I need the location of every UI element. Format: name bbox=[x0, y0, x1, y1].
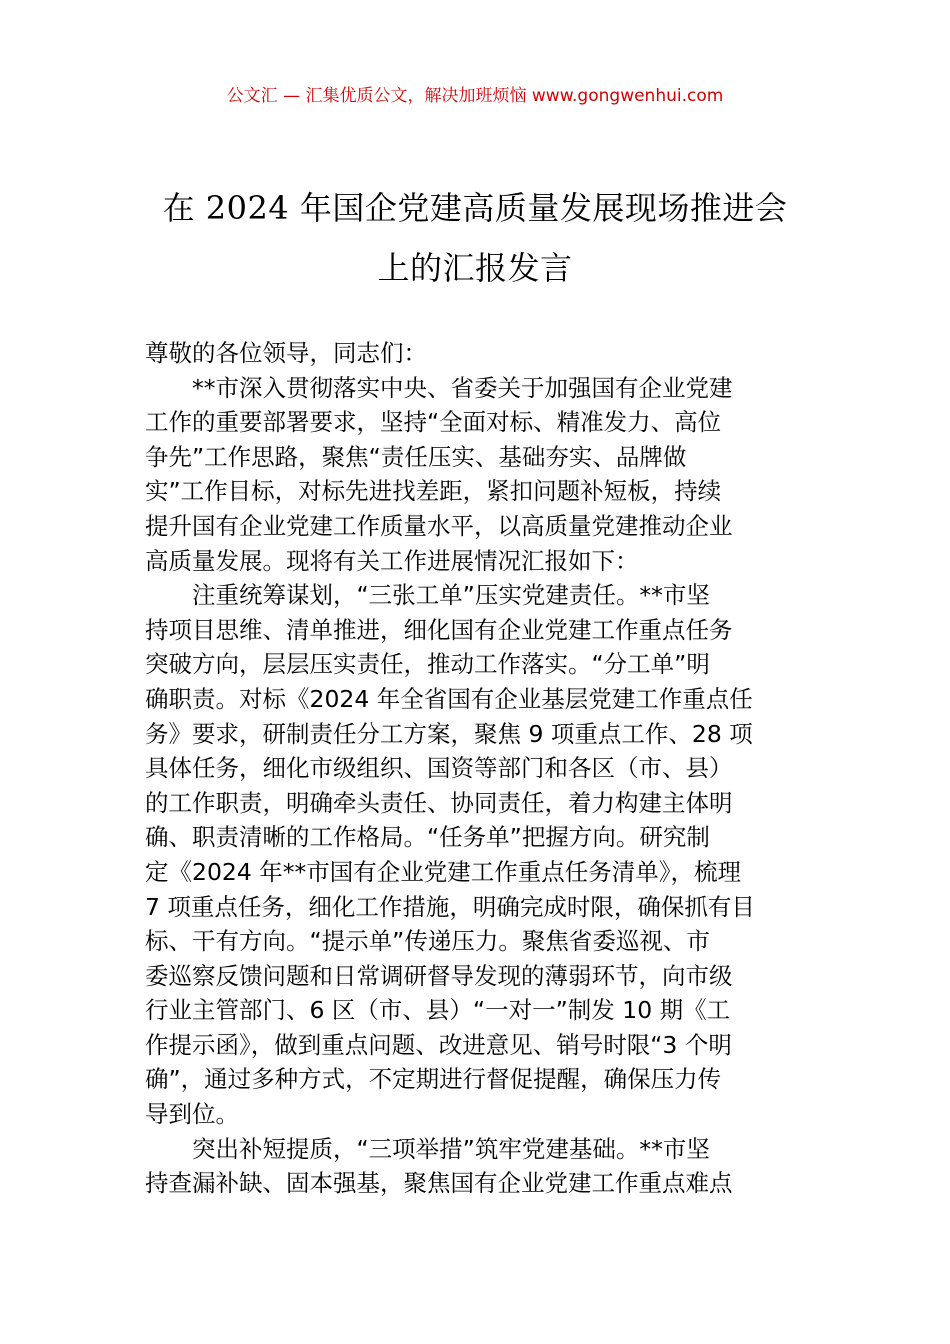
paragraph-line: 定《2024 年**市国有企业党建工作重点任务清单》，梳理 bbox=[145, 857, 742, 886]
document-title bbox=[100, 178, 850, 298]
paragraph-line: 突破方向，层层压实责任，推动工作落实。“分工单”明 bbox=[145, 650, 710, 679]
paragraph-line: 作提示函》，做到重点问题、改进意见、销号时限“3 个明 bbox=[145, 1030, 732, 1059]
paragraph-line: 持查漏补缺、固本强基，聚焦国有企业党建工作重点难点 bbox=[145, 1169, 733, 1198]
site-banner: 公文汇 — 汇集优质公文，解决加班烦恼 www.gongwenhui.com bbox=[226, 86, 724, 106]
title-line-2: 上的汇报发言 bbox=[377, 249, 573, 287]
paragraph-line: 具体任务，细化市级组织、国资等部门和各区（市、县） bbox=[145, 754, 733, 783]
paragraph-line: 务》要求，研制责任分工方案，聚焦 9 项重点工作、28 项 bbox=[145, 719, 753, 748]
paragraph-line: 实”工作目标，对标先进找差距，紧扣问题补短板，持续 bbox=[145, 477, 722, 506]
paragraph-line: **市深入贯彻落实中央、省委关于加强国有企业党建 bbox=[192, 373, 733, 402]
paragraph-line: 确”，通过多种方式，不定期进行督促提醒，确保压力传 bbox=[145, 1065, 722, 1094]
title-line-1: 在 2024 年国企党建高质量发展现场推进会 bbox=[162, 189, 788, 227]
paragraph-line: 持项目思维、清单推进，细化国有企业党建工作重点任务 bbox=[145, 615, 733, 644]
paragraph-line: 突出补短提质，“三项举措”筑牢党建基础。**市坚 bbox=[192, 1134, 710, 1163]
salutation: 尊敬的各位领导，同志们： bbox=[145, 339, 427, 367]
paragraph-line: 7 项重点任务，细化工作措施，明确完成时限，确保抓有目 bbox=[145, 892, 755, 921]
paragraph-line: 委巡察反馈问题和日常调研督导发现的薄弱环节，向市级 bbox=[145, 961, 733, 990]
paragraph-line: 导到位。 bbox=[145, 1100, 239, 1129]
document-body bbox=[145, 336, 811, 1201]
paragraph-line: 行业主管部门、6 区（市、县）“一对一”制发 10 期《工 bbox=[145, 996, 731, 1025]
paragraph-line: 高质量发展。现将有关工作进展情况汇报如下： bbox=[145, 546, 639, 575]
paragraph-line: 提升国有企业党建工作质量水平，以高质量党建推动企业 bbox=[145, 511, 733, 540]
paragraph-line: 确职责。对标《2024 年全省国有企业基层党建工作重点任 bbox=[145, 684, 753, 713]
paragraph-line: 注重统筹谋划，“三张工单”压实党建责任。**市坚 bbox=[192, 581, 710, 610]
paragraph-line: 的工作职责，明确牵头责任、协同责任，着力构建主体明 bbox=[145, 788, 733, 817]
paragraph-line: 工作的重要部署要求，坚持“全面对标、精准发力、高位 bbox=[145, 408, 722, 437]
paragraph-line: 确、职责清晰的工作格局。“任务单”把握方向。研究制 bbox=[145, 823, 710, 852]
paragraph-line: 标、干有方向。“提示单”传递压力。聚焦省委巡视、市 bbox=[145, 927, 710, 956]
paragraph-line: 争先”工作思路，聚焦“责任压实、基础夯实、品牌做 bbox=[145, 442, 687, 471]
